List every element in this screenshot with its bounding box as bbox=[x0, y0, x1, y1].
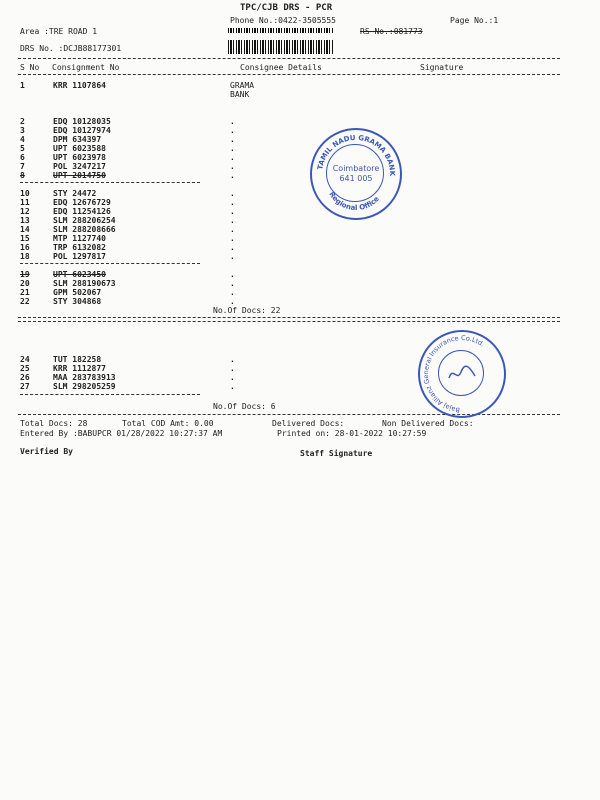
bank-stamp-bottom-text: Regional Office bbox=[327, 190, 381, 213]
row-consignee: . bbox=[230, 117, 235, 126]
row-consignee: . bbox=[230, 126, 235, 135]
row-consignee: . bbox=[230, 279, 235, 288]
printed-on: Printed on: 28-01-2022 10:27:59 bbox=[277, 429, 427, 438]
col-consignment-header: Consignment No bbox=[52, 63, 120, 72]
row-consignment: UPT 6023588 bbox=[53, 144, 106, 153]
row-consignment: STY 24472 bbox=[53, 189, 97, 198]
row-consignment: EDQ 10127974 bbox=[53, 126, 111, 135]
row-consignee: . bbox=[230, 243, 235, 252]
rs-number: RS No.:081773 bbox=[360, 27, 423, 36]
insurer-stamp-text: Bajaj Allianz General Insurance Co.Ltd. bbox=[421, 333, 487, 414]
row-consignee: . bbox=[230, 198, 235, 207]
row-consignee: . bbox=[230, 297, 235, 306]
row-consignee: . bbox=[230, 162, 235, 171]
row-consignment: SLM 298205259 bbox=[53, 382, 116, 391]
total-docs: Total Docs: 28 bbox=[20, 419, 88, 428]
column-header-divider bbox=[18, 74, 560, 75]
document-title: TPC/CJB DRS - PCR bbox=[240, 3, 333, 13]
row-sno: 13 bbox=[20, 216, 30, 225]
row-consignment: UPT 6023450 bbox=[53, 270, 106, 279]
row-sno: 4 bbox=[20, 135, 25, 144]
row-consignee: . bbox=[230, 355, 235, 364]
row-consignee: . bbox=[230, 216, 235, 225]
row-consignee: . bbox=[230, 288, 235, 297]
section1-divider bbox=[18, 317, 560, 318]
row-sno: 15 bbox=[20, 234, 30, 243]
row-consignment: POL 1297817 bbox=[53, 252, 106, 261]
section2-doc-count: No.Of Docs: 6 bbox=[213, 402, 276, 411]
row-consignee: GRAMA BANK bbox=[230, 81, 255, 99]
row-consignee: . bbox=[230, 364, 235, 373]
drs-number: DRS No. :DCJB88177301 bbox=[20, 44, 122, 53]
row-consignment: GPM 502067 bbox=[53, 288, 102, 297]
struck-row-line bbox=[20, 263, 200, 264]
row-consignment: POL 3247217 bbox=[53, 162, 106, 171]
row-consignee: . bbox=[230, 135, 235, 144]
section1-divider-2 bbox=[18, 321, 560, 322]
row-sno: 27 bbox=[20, 382, 30, 391]
col-sno-header: S No bbox=[20, 63, 40, 72]
row-consignee: . bbox=[230, 207, 235, 216]
bank-stamp-center bbox=[333, 164, 380, 184]
row-sno: 5 bbox=[20, 144, 25, 153]
row-consignment: TUT 182258 bbox=[53, 355, 102, 364]
row-consignee: . bbox=[230, 144, 235, 153]
struck-row-line bbox=[20, 182, 200, 183]
row-consignee: . bbox=[230, 234, 235, 243]
row-sno: 8 bbox=[20, 171, 25, 180]
bank-stamp-pin: 641 005 bbox=[339, 174, 373, 183]
staff-signature-label: Staff Signature bbox=[300, 449, 373, 458]
signature-scribble-icon bbox=[447, 362, 477, 386]
row-consignment: MAA 283783913 bbox=[53, 373, 116, 382]
page-number: Page No.:1 bbox=[450, 16, 499, 25]
row-consignment: UPT 6023978 bbox=[53, 153, 106, 162]
row-sno: 16 bbox=[20, 243, 30, 252]
row-sno: 3 bbox=[20, 126, 25, 135]
row-consignment: EDQ 10128035 bbox=[53, 117, 111, 126]
row-sno: 19 bbox=[20, 270, 30, 279]
row-consignment: KRR 1112877 bbox=[53, 364, 106, 373]
total-cod-amount: Total COD Amt: 0.00 bbox=[122, 419, 214, 428]
row-sno: 26 bbox=[20, 373, 30, 382]
row-consignment: DPM 634397 bbox=[53, 135, 102, 144]
barcode-top-icon bbox=[228, 28, 334, 33]
barcode-icon bbox=[228, 40, 334, 54]
row-consignment: STY 304868 bbox=[53, 297, 102, 306]
row-consignment: KRR 1107864 bbox=[53, 81, 106, 90]
row-sno: 6 bbox=[20, 153, 25, 162]
row-sno: 24 bbox=[20, 355, 30, 364]
row-consignment: SLM 288208666 bbox=[53, 225, 116, 234]
row-sno: 14 bbox=[20, 225, 30, 234]
row-consignment: SLM 288190673 bbox=[53, 279, 116, 288]
row-consignee: . bbox=[230, 225, 235, 234]
svg-text:Regional Office bbox=[327, 190, 381, 212]
row-sno: 18 bbox=[20, 252, 30, 261]
row-sno: 2 bbox=[20, 117, 25, 126]
row-consignment: EDQ 11254126 bbox=[53, 207, 111, 216]
verified-by-label: Verified By bbox=[20, 447, 73, 456]
struck-row-line bbox=[20, 394, 200, 395]
insurer-stamp-icon bbox=[418, 330, 506, 418]
row-consignee: . bbox=[230, 270, 235, 279]
col-consignee-header: Consignee Details bbox=[240, 63, 322, 72]
row-consignee: . bbox=[230, 171, 235, 180]
phone-number: Phone No.:0422-3505555 bbox=[230, 16, 336, 25]
row-sno: 20 bbox=[20, 279, 30, 288]
header-divider bbox=[18, 58, 560, 59]
row-consignee: . bbox=[230, 373, 235, 382]
section1-doc-count: No.Of Docs: 22 bbox=[213, 306, 281, 315]
row-sno: 7 bbox=[20, 162, 25, 171]
row-consignment: EDQ 12676729 bbox=[53, 198, 111, 207]
row-sno: 11 bbox=[20, 198, 30, 207]
row-consignment: MTP 1127740 bbox=[53, 234, 106, 243]
row-consignee: . bbox=[230, 153, 235, 162]
row-consignee: . bbox=[230, 382, 235, 391]
row-consignee: . bbox=[230, 252, 235, 261]
row-sno: 12 bbox=[20, 207, 30, 216]
bank-stamp-top-text: TAMIL NADU GRAMA BANK bbox=[316, 133, 397, 177]
bank-stamp-icon bbox=[310, 128, 402, 220]
row-consignee: . bbox=[230, 189, 235, 198]
row-sno: 22 bbox=[20, 297, 30, 306]
delivered-docs: Delivered Docs: bbox=[272, 419, 345, 428]
area-label: Area :TRE ROAD 1 bbox=[20, 27, 98, 36]
bank-stamp-city: Coimbatore bbox=[332, 164, 380, 173]
non-delivered-docs: Non Delivered Docs: bbox=[382, 419, 474, 428]
entered-by: Entered By :BABUPCR 01/28/2022 10:27:37 AM bbox=[20, 429, 223, 438]
row-sno: 10 bbox=[20, 189, 30, 198]
row-consignment: TRP 6132082 bbox=[53, 243, 106, 252]
row-sno: 21 bbox=[20, 288, 30, 297]
row-sno: 1 bbox=[20, 81, 25, 90]
row-sno: 25 bbox=[20, 364, 30, 373]
col-signature-header: Signature bbox=[420, 63, 464, 72]
row-consignment: UPT 2014750 bbox=[53, 171, 106, 180]
row-consignment: SLM 288206254 bbox=[53, 216, 116, 225]
